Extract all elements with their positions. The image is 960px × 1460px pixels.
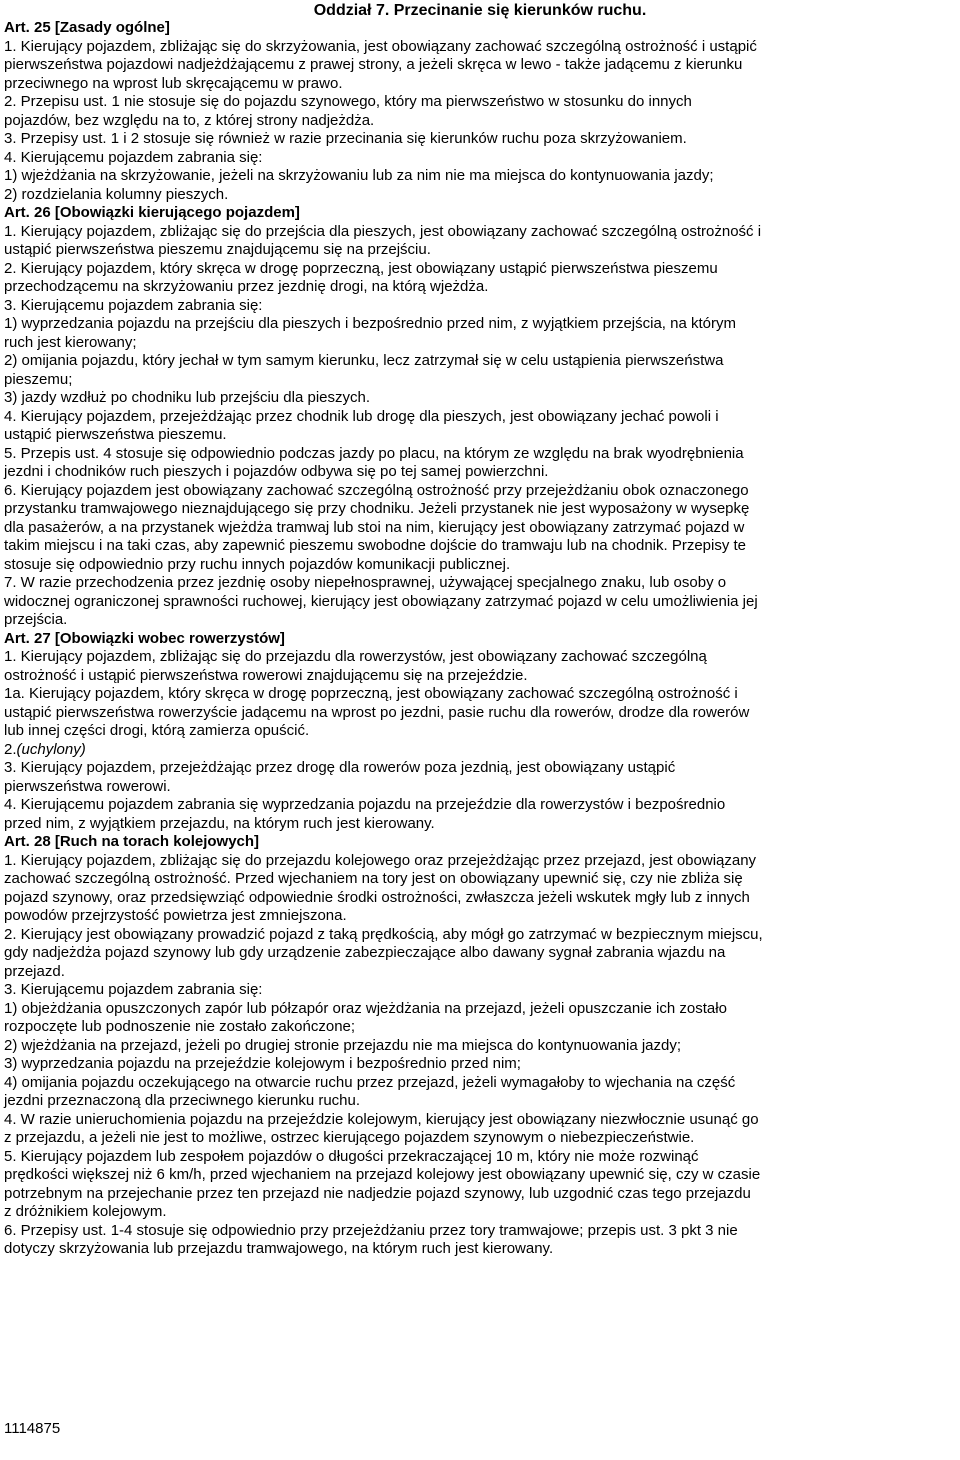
text-line: [4, 167, 957, 186]
line-text: ustąpić pierwszeństwa pieszemu.: [4, 426, 227, 443]
text-line: [4, 260, 957, 279]
repealed-note: (uchylony): [16, 740, 86, 758]
text-line: [4, 889, 957, 908]
article-heading: [4, 630, 957, 649]
text-line: [4, 1148, 957, 1167]
line-text: takim miejscu i na taki czas, aby zapewnić pieszemu swobodne dojście do tramwaju lub na chodnik. Przepisy te: [4, 537, 747, 554]
text-line: [4, 815, 957, 834]
section-header: Oddział 7. Przecinanie się kierunków ruchu.: [313, 2, 647, 19]
line-text: Art. 27 [Obowiązki wobec rowerzystów]: [4, 629, 285, 647]
line-text: stosuje się odpowiednio przy ruchu innych pojazdów komunikacji publicznej.: [4, 555, 511, 573]
line-text: 2. Kierujący jest obowiązany prowadzić pojazd z taką prędkością, aby mógł go zatrzymać w bezpiecznym miejscu,: [4, 925, 763, 943]
line-text: 3. Przepisy ust. 1 i 2 stosuje się również w razie przecinania się kierunków ruchu poza skrzyżowaniem.: [4, 130, 687, 147]
text-line: [4, 297, 957, 316]
line-text: 1) objeżdżania opuszczonych zapór lub półzapór oraz wjeżdżania na przejazd, jeżeli opuszczanie ich zostało: [4, 999, 727, 1017]
text-line: [4, 38, 957, 57]
text-line: [4, 704, 957, 723]
text-line: [4, 685, 957, 704]
line-text: 3) jazdy wzdłuż po chodniku lub przejściu dla pieszych.: [4, 389, 371, 406]
text-line: [4, 1055, 957, 1074]
line-text: 3) wyprzedzania pojazdu na przejeździe kolejowym i bezpośrednio przed nim;: [4, 1055, 521, 1072]
line-text: pierwszeństwa rowerowi.: [4, 777, 171, 795]
line-text: przejazd.: [4, 962, 65, 980]
text-line: [4, 556, 957, 575]
line-text: 2) rozdzielania kolumny pieszych.: [4, 185, 229, 203]
text-line: [4, 389, 957, 408]
line-text: powodów przejrzystość powietrza jest zmniejszona.: [4, 907, 347, 924]
text-line: [4, 926, 957, 945]
line-text: z dróżnikiem kolejowym.: [4, 1203, 167, 1220]
text-line: [4, 408, 957, 427]
line-text: Art. 26 [Obowiązki kierującego pojazdem]: [4, 204, 300, 221]
text-line: [4, 1000, 957, 1019]
line-text: przeciwnego na wprost lub skręcającemu w prawo.: [4, 74, 343, 92]
line-text: ruch jest kierowany;: [4, 333, 137, 351]
line-text: 2) omijania pojazdu, który jechał w tym samym kierunku, lecz zatrzymał się w celu ustąpienia pierwszeństwa: [4, 352, 724, 369]
text-line: [4, 944, 957, 963]
text-line: [4, 463, 957, 482]
line-text: Art. 28 [Ruch na torach kolejowych]: [4, 833, 260, 850]
line-text: 2) wjeżdżania na przejazd, jeżeli po drugiej stronie przejazdu nie ma miejsca do kontynuowania jazdy;: [4, 1036, 682, 1054]
line-text: 3. Kierującemu pojazdem zabrania się:: [4, 981, 263, 998]
line-text: 5. Przepis ust. 4 stosuje się odpowiednio podczas jazdy po placu, na którym ze względu na brak wyodrębnienia: [4, 444, 744, 462]
line-text: 6. Kierujący pojazdem jest obowiązany zachować szczególną ostrożność przy przejeżdżaniu obok oznaczonego: [4, 481, 749, 499]
text-line: [4, 1111, 957, 1130]
line-text: pojazd szynowy, oraz przedsięwziąć odpowiednie środki ostrożności, zwłaszcza jeżeli wskutek mgły lub z innych: [4, 888, 750, 906]
text-line: [4, 1129, 957, 1148]
text-line: [4, 796, 957, 815]
line-text: 3. Kierującemu pojazdem zabrania się:: [4, 296, 263, 314]
line-text: 1a. Kierujący pojazdem, który skręca w drogę poprzeczną, jest obowiązany zachować szczególną ostrożność i: [4, 685, 738, 702]
line-text: 4. Kierujący pojazdem, przejeżdżając przez chodnik lub drogę dla pieszych, jest obowiązany jechać powoli i: [4, 407, 719, 425]
line-text: 1. Kierujący pojazdem, zbliżając się do przejścia dla pieszych, jest obowiązany zachować szczególną ostrożność i: [4, 222, 762, 240]
text-line: [4, 1203, 957, 1222]
text-line: [4, 1185, 957, 1204]
line-text: dla pasażerów, a na przystanek wjeżdża tramwaj lub stoi na nim, kierujący jest obowiązany zatrzymać pojazd w: [4, 518, 745, 536]
line-text: rozpoczęte lub podnoszenie nie zostało zakończone;: [4, 1018, 356, 1035]
text-line: [4, 667, 957, 686]
line-text: 1) wjeżdżania na skrzyżowanie, jeżeli na skrzyżowaniu lub za nim nie ma miejsca do kontynuowania jazdy;: [4, 167, 714, 184]
line-text: 6. Przepisy ust. 1-4 stosuje się odpowiednio przy przejeżdżaniu przez tory tramwajowe; przepis ust. 3 pkt 3 nie: [4, 1221, 738, 1239]
text-line: [4, 1074, 957, 1093]
line-text: 7. W razie przechodzenia przez jezdnię osoby niepełnosprawnej, używającej specjalnego znaku, lub osoby o: [4, 574, 727, 591]
line-text: ustąpić pierwszeństwa pieszemu znajdującemu się na przejściu.: [4, 241, 431, 258]
line-text: widocznej ograniczonej sprawności ruchowej, kierujący jest obowiązany zatrzymać pojazd w celu umożliwienia jej: [4, 592, 758, 610]
line-text: przejścia.: [4, 611, 68, 628]
text-line: [4, 759, 957, 778]
text-line: [4, 981, 957, 1000]
line-text: pieszemu;: [4, 370, 73, 388]
text-line: [4, 334, 957, 353]
text-line: [4, 722, 957, 741]
text-line: [4, 482, 957, 501]
text-line: [4, 1092, 957, 1111]
text-line: [4, 56, 957, 75]
line-text: przystanku tramwajowego nieznajdującego się przy chodniku. Jeżeli przystanek nie jest wyposażony w wysepkę: [4, 500, 750, 517]
text-line: [4, 500, 957, 519]
text-line: [4, 537, 957, 556]
text-line: [4, 371, 957, 390]
line-text: potrzebnym na przejechanie przez ten przejazd nie nadjedzie pojazd szynowy, lub uzgodnić czas tego przejazdu: [4, 1184, 751, 1202]
text-line: [4, 186, 957, 205]
line-text: 3. Kierujący pojazdem, przejeżdżając przez drogę dla rowerów poza jezdnią, jest obowiązany ustąpić: [4, 759, 676, 776]
document-id: 1114875: [4, 1420, 61, 1437]
line-text: 4. Kierującemu pojazdem zabrania się:: [4, 148, 263, 166]
text-line: [4, 112, 957, 131]
text-line: [4, 93, 957, 112]
line-text: 1. Kierujący pojazdem, zbliżając się do przejazdu kolejowego oraz przejeżdżając przez przejazd, jest obowiązany: [4, 851, 757, 869]
line-text: lub innej części drogi, którą zamierza opuścić.: [4, 722, 310, 739]
text-line: [4, 149, 957, 168]
text-line: [4, 426, 957, 445]
text-line: [4, 1018, 957, 1037]
line-text: 4. W razie unieruchomienia pojazdu na przejeździe kolejowym, kierujący jest obowiązany niezwłocznie usunąć go: [4, 1110, 759, 1128]
line-text: jezdni i chodników ruch pieszych i pojazdów odbywa się po tej samej powierzchni.: [4, 463, 549, 480]
text-line: [4, 1240, 957, 1259]
line-text: 2. Przepisu ust. 1 nie stosuje się do pojazdu szynowego, który ma pierwszeństwo w stosunku do innych: [4, 93, 692, 110]
text-line: [4, 574, 957, 593]
document-body: [4, 19, 957, 1259]
text-line: [4, 445, 957, 464]
text-line: [4, 1166, 957, 1185]
line-text: prędkości większej niż 6 km/h, przed wjechaniem na przejazd kolejowy jest obowiązany upewnić się, czy w czasie: [4, 1166, 761, 1183]
text-line: [4, 241, 957, 260]
text-line: [4, 593, 957, 612]
line-text: 2.: [4, 740, 17, 758]
text-line: [4, 352, 957, 371]
text-line: [4, 852, 957, 871]
text-line: [4, 741, 957, 760]
text-line: [4, 1222, 957, 1241]
text-line: [4, 648, 957, 667]
line-text: ostrożność i ustąpić pierwszeństwa rowerowi znajdującemu się na przejeździe.: [4, 666, 528, 684]
line-text: dotyczy skrzyżowania lub przejazdu tramwajowego, na którym ruch jest kierowany.: [4, 1240, 554, 1257]
article-heading: [4, 19, 957, 38]
line-text: przed nim, z wyjątkiem przejazdu, na którym ruch jest kierowany.: [4, 814, 435, 832]
line-text: ustąpić pierwszeństwa rowerzyście jadącemu na wprost po jezdni, pasie ruchu dla rowerów, drodze dla rowerów: [4, 703, 750, 721]
line-text: 1. Kierujący pojazdem, zbliżając się do przejazdu dla rowerzystów, jest obowiązany zachować szczególną: [4, 648, 707, 665]
line-text: zachować szczególną ostrożność. Przed wjechaniem na tory jest on obowiązany upewnić się, czy nie zbliża się: [4, 870, 743, 887]
text-line: [4, 1037, 957, 1056]
line-text: jezdni przeznaczoną dla przeciwnego kierunku ruchu.: [4, 1092, 361, 1109]
line-text: przechodzącemu na skrzyżowaniu przez jezdnię drogi, na którą wjeżdża.: [4, 278, 489, 295]
line-text: Art. 25 [Zasady ogólne]: [4, 19, 170, 36]
text-line: [4, 130, 957, 149]
text-line: [4, 907, 957, 926]
line-text: 1) wyprzedzania pojazdu na przejściu dla pieszych i bezpośrednio przed nim, z wyjątkiem przejścia, na którym: [4, 315, 736, 332]
line-text: z przejazdu, a jeżeli nie jest to możliwe, ostrzec kierującego pojazdem szynowym o niebezpieczeństwie.: [4, 1129, 695, 1146]
article-heading: [4, 204, 957, 223]
line-text: 4. Kierującemu pojazdem zabrania się wyprzedzania pojazdu na przejeździe dla rowerzystów i bezpośrednio: [4, 796, 726, 813]
text-line: [4, 870, 957, 889]
text-line: [4, 75, 957, 94]
text-line: [4, 315, 957, 334]
line-text: pojazdów, bez względu na to, z której strony nadjeżdża.: [4, 111, 375, 129]
text-line: [4, 278, 957, 297]
text-line: [4, 519, 957, 538]
line-text: 1. Kierujący pojazdem, zbliżając się do skrzyżowania, jest obowiązany zachować szczególną ostrożność i ustąpić: [4, 37, 757, 55]
text-line: [4, 778, 957, 797]
line-text: pierwszeństwa pojazdowi nadjeżdżającemu z prawej strony, a jeżeli skręca w lewo - także jadącemu z kierunku: [4, 56, 743, 73]
text-line: [4, 611, 957, 630]
line-text: 4) omijania pojazdu oczekującego na otwarcie ruchu przez przejazd, jeżeli wymagałoby to wjechania na część: [4, 1073, 736, 1091]
line-text: 5. Kierujący pojazdem lub zespołem pojazdów o długości przekraczającej 10 m, który nie może rozwinąć: [4, 1147, 699, 1165]
text-line: [4, 963, 957, 982]
text-line: [4, 223, 957, 242]
line-text: gdy nadjeżdża pojazd szynowy lub gdy urządzenie zabezpieczające albo dawany sygnał zabrania wjazdu na: [4, 944, 726, 961]
article-heading: [4, 833, 957, 852]
line-text: 2. Kierujący pojazdem, który skręca w drogę poprzeczną, jest obowiązany ustąpić pierwszeństwa pieszemu: [4, 259, 718, 277]
